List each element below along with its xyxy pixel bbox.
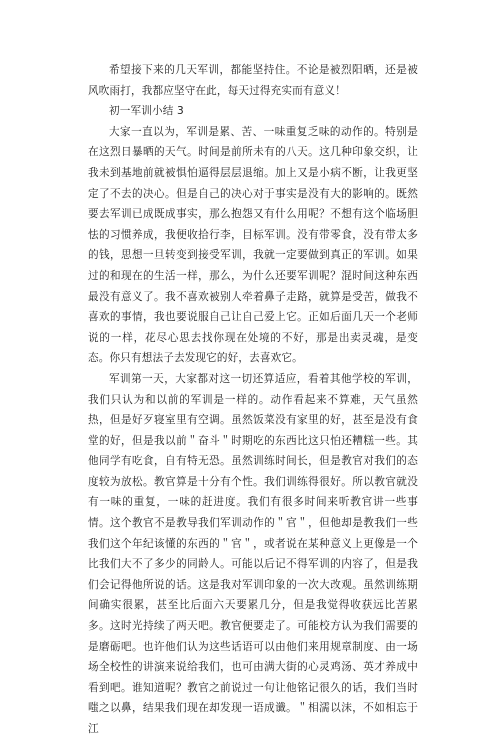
intro-paragraph: 希望接下来的几天军训，都能坚持住。不论是被烈阳晒，还是被风吹雨打，我都应坚守在此，每天过得充实而有意义！ — [88, 64, 418, 97]
document-body — [88, 60, 418, 740]
section-heading: 初一军训小结 3 — [109, 105, 184, 118]
body-paragraph-2: 军训第一天，大家都对这一切还算适应，看着其他学校的军训，我们只认为和以前的军训是一样的。动作看起来不算难，天气虽然热，但是好歹寝室里有空调。虽然饭菜没有家里的好，甚至是没有食堂的好，但是我以前＂奋斗＂时期吃的东西比这只怕还糟糕一些。其他同学有吃食，自有特无恐。虽然训练时间长，但是教官对我们的态度较为放松。教官算是十分有个性。我们训练得很好。所以教官就没有一味的重复，一味的赶进度。我们有很多时间来听教官讲一些事情。这个教官不是教导我们军训动作的＂官＂，但他却是教我们一些我们这个年纪该懂的东西的＂官＂，或者说在某种意义上更像是一个比我们大不了多少的同龄人。可能以后记不得军训的内容了，但是我们会记得他所说的话。这是我对军训印象的一次大改观。虽然训练期间确实很累，甚至比后面六天要累几分，但是我觉得收获远比苦累多。这时光持续了两天吧。教官便要走了。可能校方认为我们需要的是磨砺吧。也许他们认为这些话语可以由他们来用规章制度、由一场场全校性的讲演来说给我们，也可由满大街的心灵鸡汤、英才养成中看到吧。谁知道呢？教官之前说过一句让他铭记很久的话，我们当时嗤之以鼻，结果我们现在却发现一语成谶。＂相濡以沫，不如相忘于江 — [88, 372, 418, 735]
body-paragraph-1: 大家一直以为，军训是累、苦、一味重复乏味的动作的。特别是在这烈日暴晒的天气。时间是前所未有的八天。这几种印象交织，让我未到基地前就被惧怕逼得层层退缩。加上又是小病不断，让我更坚定了不去的决心。但是自己的决心对于事实是没有大的影响的。既然要去军训已成既成事实，那么抱怨又有什么用呢？不想有这个临场胆怯的习惯养成，我便收拾行李，目标军训。没有带零食，没有带太多的钱，思想一旦转变到接受军训，我就一定要做到真正的军训。如果过的和现在的生活一样，那么，为什么还要军训呢？混时间这种东西最没有意义了。我不喜欢被别人牵着鼻子走路，就算是受苦，做我不喜欢的事情，我也要说服自己让自己爱上它。正如后面几天一个老师说的一样，花尽心思去找你现在处境的不好，那是出卖灵魂，是变态。你只有想法子去发现它的好，去喜欢它。 — [88, 125, 418, 365]
